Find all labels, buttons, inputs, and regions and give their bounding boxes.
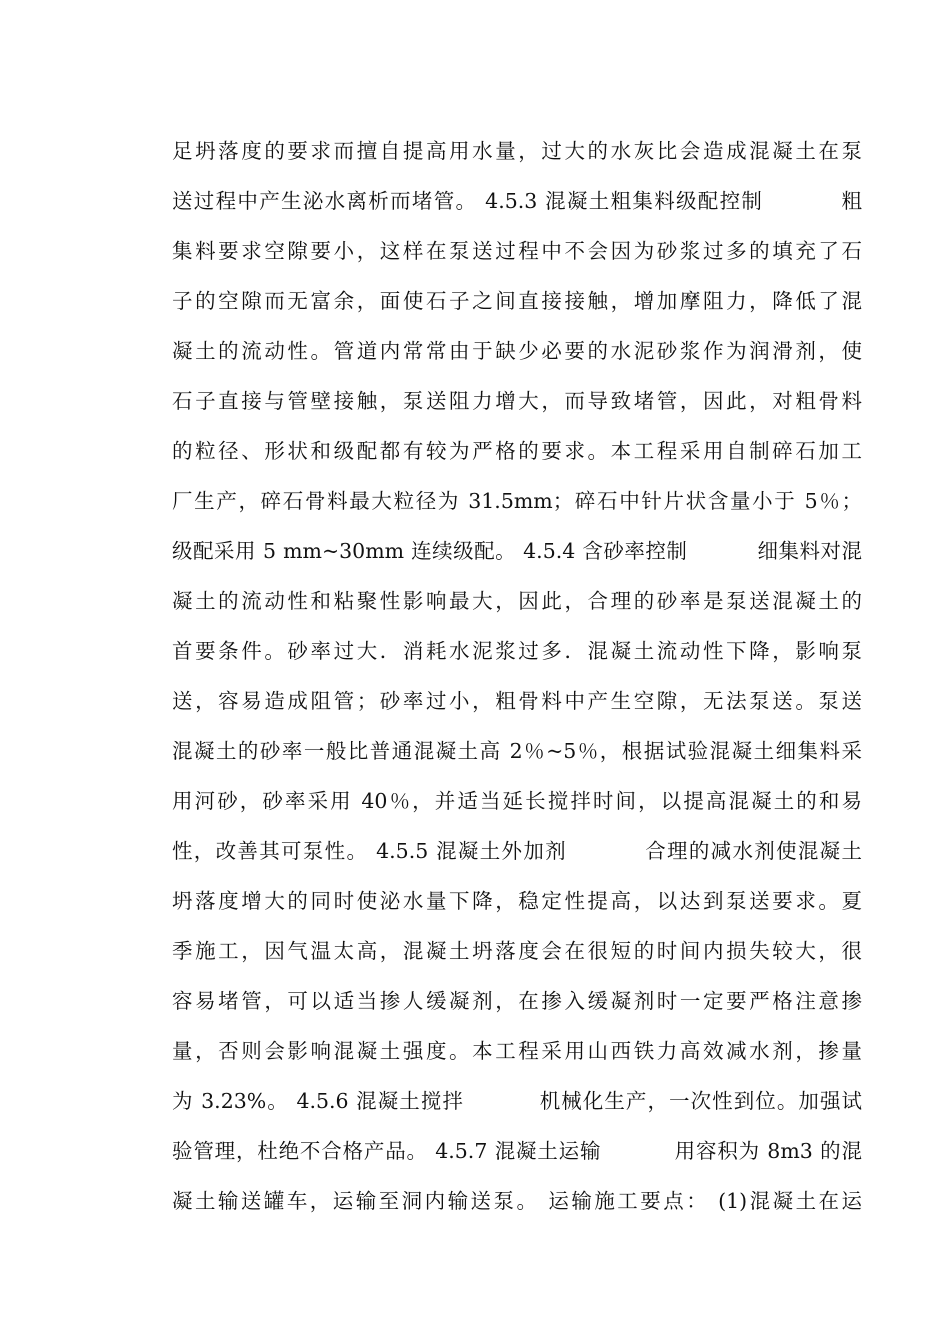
text-line: 凝土的流动性和粘聚性影响最大，因此，合理的砂率是泵送混凝土的 [172,589,862,613]
text-line: 石子直接与管壁接触，泵送阻力增大，而导致堵管，因此，对粗骨料 [172,389,862,413]
text-line: 送，容易造成阻管；砂率过小，粗骨料中产生空隙，无法泵送。泵送 [172,689,862,713]
text-line: 坍落度增大的同时使泌水量下降，稳定性提高，以达到泵送要求。夏 [172,889,862,913]
text-line: 的粒径、形状和级配都有较为严格的要求。本工程采用自制碎石加工 [172,439,862,463]
text-line: 凝土的流动性。管道内常常由于缺少必要的水泥砂浆作为润滑剂，使 [172,339,862,363]
text-line: 容易堵管，可以适当掺人缓凝剂，在掺入缓凝剂时一定要严格注意掺 [172,989,862,1013]
text-line: 子的空隙而无富余，面使石子之间直接接触，增加摩阻力，降低了混 [172,289,862,313]
text-line: 季施工，因气温太高，混凝土坍落度会在很短的时间内损失较大，很 [172,939,862,963]
text-line: 量，否则会影响混凝土强度。本工程采用山西铁力高效减水剂，掺量 [172,1039,862,1063]
text-line: 送过程中产生泌水离析而堵管。 4.5.3 混凝土粗集料级配控制 粗 [172,189,862,213]
text-line: 性，改善其可泵性。 4.5.5 混凝土外加剂 合理的减水剂使混凝土 [172,839,862,863]
text-line: 首要条件。砂率过大．消耗水泥浆过多．混凝土流动性下降，影响泵 [172,639,862,663]
text-line: 用河砂，砂率采用 40％，并适当延长搅拌时间，以提高混凝土的和易 [172,789,862,813]
text-line: 验管理，杜绝不合格产品。 4.5.7 混凝土运输 用容积为 8m3 的混 [172,1139,862,1163]
text-line: 级配采用 5 mm~30mm 连续级配。 4.5.4 含砂率控制 细集料对混 [172,539,862,563]
text-line: 凝土输送罐车，运输至洞内输送泵。 运输施工要点： (1)混凝土在运 [172,1189,862,1213]
text-line: 足坍落度的要求而擅自提高用水量，过大的水灰比会造成混凝土在泵 [172,139,862,163]
text-line: 厂生产，碎石骨料最大粒径为 31.5mm；碎石中针片状含量小于 5％； [172,489,862,513]
body-text [172,126,862,1226]
text-line: 混凝土的砂率一般比普通混凝土高 2％~5％，根据试验混凝土细集料采 [172,739,862,763]
text-line: 集料要求空隙要小，这样在泵送过程中不会因为砂浆过多的填充了石 [172,239,862,263]
text-line: 为 3.23%。 4.5.6 混凝土搅拌 机械化生产，一次性到位。加强试 [172,1089,862,1113]
